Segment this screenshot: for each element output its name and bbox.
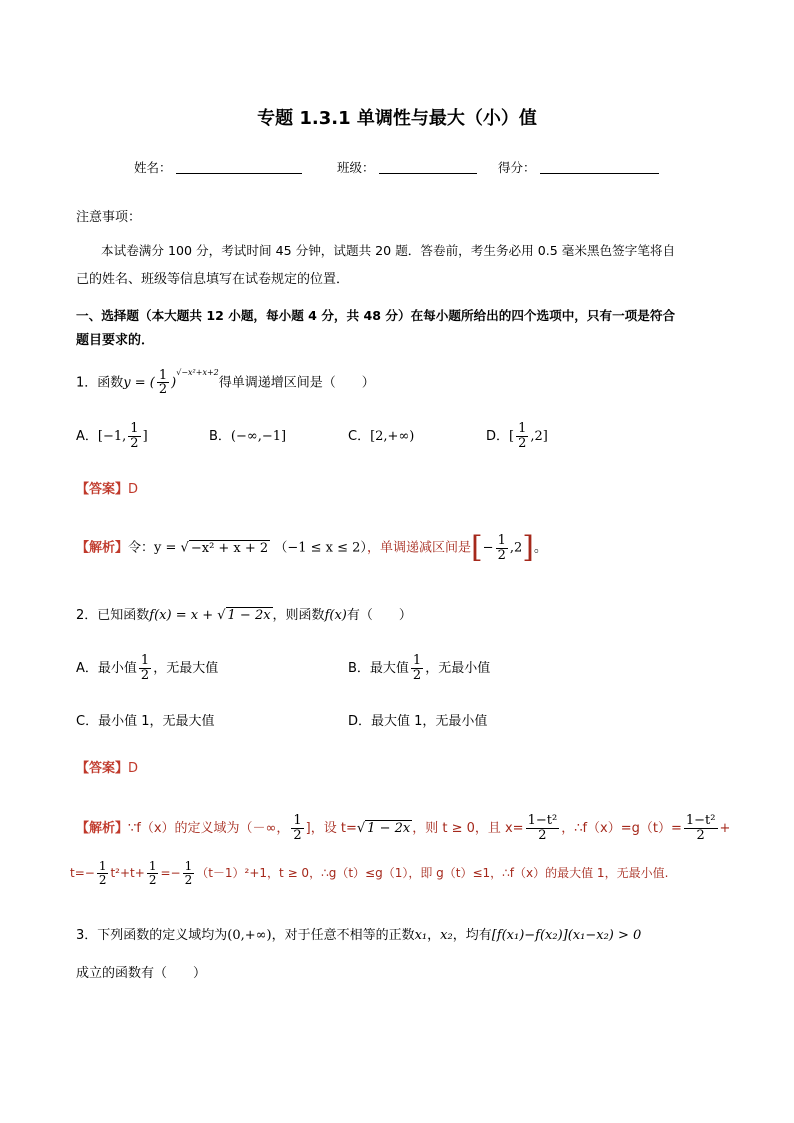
score-blank — [540, 173, 659, 174]
q1-analysis: 【解析】令：y = √ −x² + x + 2 （−1 ≤ x ≤ 2），单调递减区间是[− $\frac{1}{2}$ ,2]。 — [76, 530, 547, 565]
q1-number: 1．函数 — [76, 375, 124, 391]
q2-option-b: B．最大值 $\frac{1}{2}$ ，无最小值 — [348, 653, 491, 683]
q2-option-c: C．最小值 1，无最大值 — [76, 714, 215, 729]
q3-stem-line-1: 3．下列函数的定义域均为(0,+∞)，对于任意不相等的正数x₁，x₂，均有[f(x₁)−f(x₂)](x₁−x₂) > 0 — [76, 928, 642, 943]
name-blank — [176, 173, 302, 174]
class-blank — [379, 173, 477, 174]
q1-exponent: √−x²+x+2 — [176, 368, 219, 377]
section-heading-line-2: 题目要求的． — [76, 333, 155, 348]
q1-half-fraction: $\frac{1}{2}$ — [158, 367, 168, 398]
answer-value: D — [128, 482, 139, 497]
notice-title: 注意事项： — [76, 210, 142, 225]
q1-answer — [76, 478, 138, 497]
q2-option-a: A．最小值 $\frac{1}{2}$ ，无最大值 — [76, 653, 219, 683]
q2-answer: 【答案】D — [76, 761, 139, 776]
q3-stem-line-2: 成立的函数有（ ） — [76, 966, 207, 981]
page-title: 专题 1.3.1 单调性与最大（小）值 — [257, 108, 537, 129]
q1-expr-prefix: y = ( — [123, 375, 155, 391]
q2-analysis-line-2: t=− $\frac{1}{2}$ t²+t+ $\frac{1}{2}$ =− $\frac{1}{2}$ （t－1）²+1，t ≥ 0，∴g（t）≤g（1），即 g（t）≤1，∴f（x）的最大值 1，无最小值. — [70, 859, 669, 887]
notice-line-2: 己的姓名、班级等信息填写在试卷规定的位置． — [76, 272, 350, 287]
q1-stem — [76, 362, 375, 400]
section-heading-line-1: 一、选择题（本大题共 12 小题，每小题 4 分，共 48 分）在每小题所给出的四个选项中，只有一项是符合 — [76, 308, 676, 323]
q1-option-a: A．[−1, $\frac{1}{2}$ ] — [76, 421, 148, 451]
answer-tag: 【答案】 — [76, 482, 129, 497]
score-label: 得分： — [498, 160, 536, 175]
q2-analysis-line-1: 【解析】∵f（x）的定义域为（－∞， $\frac{1}{2}$ ]，设 t=√ 1 − 2x ，则 t ≥ 0，且 x= $\frac{\text{1−t²}}{2}$ ，∴f（x）=g（t）= $\frac{\text{1−t²}}{2}$ + — [76, 813, 731, 843]
q1-stem-tail: 得单调递增区间是（ ） — [218, 375, 375, 391]
q1-option-c: C．[2,+∞) — [348, 429, 415, 444]
q2-stem: 2．已知函数f(x) = x + √ 1 − 2x ，则函数f(x)有（ ） — [76, 608, 412, 623]
q1-option-b: B．(−∞,−1] — [209, 429, 287, 444]
q1-option-d: D．[ $\frac{1}{2}$ ,2] — [486, 421, 548, 451]
name-label: 姓名： — [134, 160, 172, 175]
q2-option-d: D．最大值 1，无最小值 — [348, 714, 488, 729]
q1-expr-suffix: ) — [171, 375, 177, 391]
class-label: 班级： — [337, 160, 375, 175]
notice-line-1: 本试卷满分 100 分，考试时间 45 分钟，试题共 20 题．答卷前，考生务必用 0.5 毫米黑色签字笔将自 — [101, 243, 676, 258]
